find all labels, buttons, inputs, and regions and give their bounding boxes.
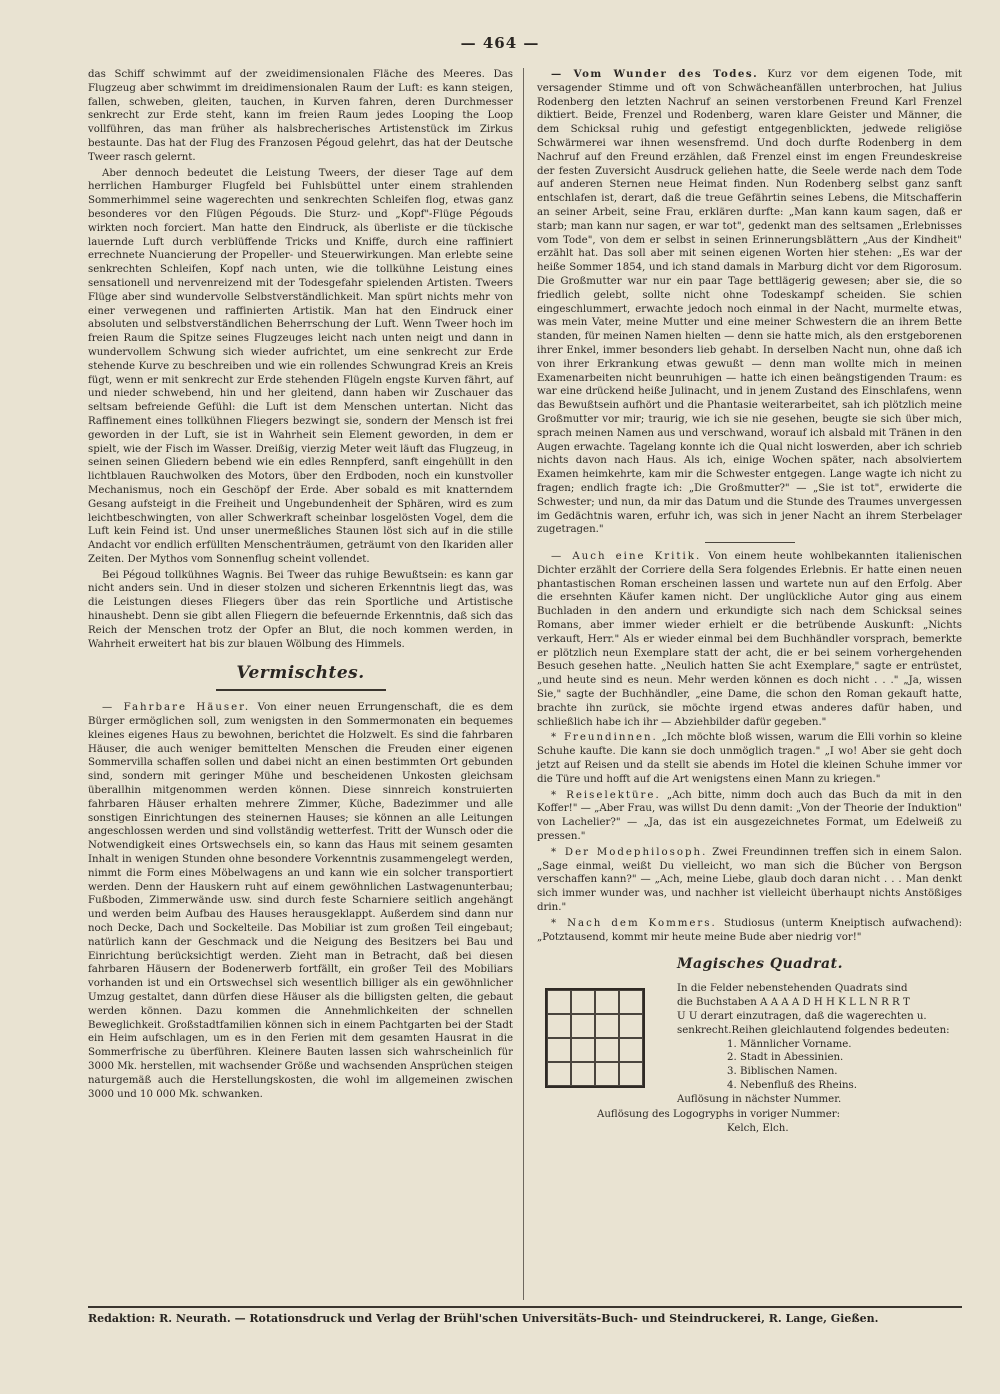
previous-solution <box>597 1108 957 1136</box>
puzzle-hint: 4. Nebenfluß des Rheins. <box>727 1079 857 1091</box>
puzzle-cell <box>619 1014 643 1038</box>
article-divider <box>705 542 795 543</box>
imprint: Redaktion: R. Neurath. — Rotationsdruck und Verlag der Brühl'schen Universitäts-Buch- und Steindruckerei, R. Lange, Gießen. <box>88 1312 879 1325</box>
article-freundinnen <box>537 731 962 786</box>
puzzle-cell <box>547 990 571 1014</box>
puzzle-hint: 3. Biblischen Namen. <box>727 1066 838 1078</box>
paragraph-flight-intro: das Schiff schwimmt auf der zweidimensionalen Fläche des Meeres. Das Flugzeug aber schwimmt im dreidimensionalen Raum der Luft: es kann steigen, fallen, schweben, gleiten, tauchen, in Kurven fahren, deren Durchmesser senkrecht zur Erde steht, kann im freien Raum jedes Looping the Loop vollführen, das man früher als halsbrecherisches Artistenstück im Zirkus bestaunte. Das hat der Flug des Franzosen Pégoud gelehrt, das hat der Deutsche Tweer rasch gelernt. <box>88 69 513 163</box>
puzzle-solution-note: Auflösung in nächster Nummer. <box>677 1093 842 1105</box>
article-reiselektuere <box>537 789 962 844</box>
article-heading: * Nach dem Kommers. <box>551 917 717 929</box>
puzzle-cell <box>571 1014 595 1038</box>
paragraph-flight-tweer: Aber dennoch bedeutet die Leistung Tweers, der dieser Tage auf dem herrlichen Hamburger Flugfeld bei Fuhlsbüttel unter einem strahlenden Sommerhimmel seine wagerechten und senkrechten Schleifen flog, etwas ganz besonderes vor den Flügen Pégouds. Die Sturz- und „Kopf"-Flüge Pégouds wirkten noch forciert. Man hatte den Eindruck, als überliste er die tückische lauernde Luft durch verblüffende Tricks und Kniffe, durch eine raffiniert errechnete Nuancierung der Propeller- und Steuerwirkungen. Man erlebte seine senkrechten Schleifen, Kopf nach unten, wie die tollkühne Leistung eines sensationell und nervenreizend mit der Todesgefahr spielenden Artisten. Tweers Flüge aber sind wundervolle Selbstverständlichkeit. Man spürt nichts mehr von einer verwegenen und raffinierten Artistik. Man hat den Eindruck einer absoluten und selbstverständlichen Beherrschung der Luft. Wenn Tweer hoch im freien Raum die Spitze seines Flugzeuges leicht nach unten neigt und dann in wundervollem Schwung sich wieder aufrichtet, um eine senkrecht zur Erde stehende Kurve zu beschreiben und wie ein rollendes Schwungrad Kreis an Kreis fügt, wenn er mit senkrecht zur Erde stehenden Flügeln engste Kurven fährt, auf und nieder schwebend, hin und her gleitend, dann haben wir Zuschauer das seltsam befreiende Gefühl: die Luft ist dem Menschen untertan. Nicht das Raffinement eines tollkühnen Fliegers bezwingt sie, sondern der Mensch ist frei geworden in der Luft, sie ist in Wahrheit sein Element geworden, in dem er spielt, wie der Fisch im Wasser. Dreißig, vierzig Meter weit läuft das Flugzeug, in seinen seinen Gliedern bebend wie ein edles Rennpferd, sanft eingehüllt in den lichtblauen Rauchwolken des Motors, über den Erdboden, noch ein kunstvoller Mechanismus, noch ein Geschöpf der Erde. Aber sobald es mit knatterndem Gesang aufsteigt in die Freiheit und Ungebundenheit der Sphären, wird es zum leichtbeschwingten, von aller Schwerkraft scheinbar losgelösten Vogel, dem die Luft kein Feind ist. Und unser unermeßliches Staunen löst sich auf in die stille Andacht vor endlich erfüllten Menschenträumen, geträumt von den Ikariden aller Zeiten. Der Mythos vom Sonnenflug scheint vollendet. <box>88 167 513 565</box>
puzzle-cell <box>547 1014 571 1038</box>
puzzle-cell <box>547 1062 571 1086</box>
article-body: Studiosus (unterm Kneiptisch aufwachend): „Potztausend, kommt mir heute meine Bude aber niedrig vor!" <box>537 917 962 943</box>
article-body: Zwei Freundinnen treffen sich in einem Salon. „Sage einmal, weißt Du vielleicht, wo man sich die Bücher von Bergson verschaffen kann?" — „Ach, meine Liebe, glaub doch daran nicht . . . Man denkt sich immer wunder was, und nachher ist vielleicht überhaupt nichts Anstößiges drin." <box>537 846 962 914</box>
page-number: — 464 — <box>460 34 540 52</box>
article-nach-dem-kommers <box>537 917 962 945</box>
puzzle-hint: 1. Männlicher Vorname. <box>727 1038 852 1050</box>
paragraph-flight-conclusion: Bei Pégoud tollkühnes Wagnis. Bei Tweer das ruhige Bewußtsein: es kann gar nicht anders sein. Und in dieser stolzen und sicheren Erkenntnis liegt das, was die Leistungen dieses Fliegers über das rein Sportliche und Artistische hinaushebt. Denn sie gibt allen Fliegern die befeuernde Erkenntnis, daß sich das Reich der Menschen trotz der Opfer an Blut, die noch kommen werden, in Wahrheit erweitert hat bis zur blauen Wölbung des Himmels. <box>88 569 513 650</box>
puzzle-cell <box>619 1062 643 1086</box>
article-body: „Ich möchte bloß wissen, warum die Elli vorhin so kleine Schuhe kaufte. Die kann sie doch unmöglich tragen." „I wo! Aber sie geht doch jetzt auf Reisen und da stellt sie abends im Hotel die kleinen Schuhe immer vor die Türe und hofft auf die Art wenigstens einen Mann zu kriegen." <box>537 732 962 785</box>
article-heading: * Reiselektüre. <box>551 789 661 801</box>
article-heading: — Vom Wunder des Todes. <box>551 68 759 80</box>
article-fahrbare-haeuser <box>88 701 513 1101</box>
section-divider <box>216 689 386 691</box>
previous-solution-answer: Kelch, Elch. <box>727 1123 789 1135</box>
magic-square-puzzle <box>537 958 962 1134</box>
puzzle-title: Magisches Quadrat. <box>677 956 843 973</box>
article-body: Von einer neuen Errungenschaft, die es dem Bürger ermöglichen soll, zum wenigsten in den Sommermonaten ein bequemes kleines eigenes Haus zu bewohnen, berichtet die Holzwelt. Es sind die fahrbaren Häuser, die auch weniger bemittelten Menschen die Freuden einer eigenen Sommervilla schaffen sollen und dabei nicht an einen bestimmten Ort gebunden sind, sondern mit geringer Mühe und bescheidenen Unkosten gleichsam überallhin mitgenommen werden können. Diese sinnreich konstruierten fahrbaren Häuser erhalten mehrere Zimmer, Küche, Badezimmer und alle sonstigen Einrichtungen des steinernen Hauses; sie können an alle Leitungen angeschlossen werden und sind vollständig wetterfest. Tritt der Wunsch oder die Notwendigkeit eines Ortswechsels ein, so kann das Haus mit seinem gesamten Inhalt in wenigen Stunden ohne besondere Vorkenntnis zusammengelegt werden, nimmt die Form eines Möbelwagens an und kann wie ein solcher transportiert werden. Denn der Hauskern ruht auf einem gewöhnlichen Lastwagenunterbau; Fußboden, Zimmerwände usw. sind durch feste Scharniere seitlich angehängt und werden beim Aufbau des Hauses herausgeklappt. Außerdem sind dann nur noch Decke, Dach und Sockelteile. Das Mobiliar ist zum großen Teil eingebaut; natürlich kann der Geschmack und die Neigung des Besitzers bei Bau und Einrichtung berücksichtigt werden. Zieht man in Betracht, daß bei diesen fahrbaren Häusern der Bodenerwerb fortfällt, ein großer Teil des Mobiliars vorhanden ist und ein Ortswechsel sich wesentlich billiger als ein gewöhnlicher Umzug gestaltet, dann dürfen diese Häuser als die billigsten gelten, die gebaut werden können. Dazu kommen die Annehmlichkeiten der schnellen Beweglichkeit. Großstadtfamilien können sich in einem Pachtgarten bei der Stadt ein Heim aufschlagen, um es in den Ferien mit dem gesamten Hausrat in die Sommerfrische zu überführen. Kleinere Bauten lassen sich wahrscheinlich für 3000 Mk. herstellen, mit wachsender Größe und wachsenden Ansprüchen steigen naturgemäß auch die Herstellungskosten, die wohl im allgemeinen zwischen 3000 und 10 000 Mk. schwanken. <box>88 702 513 1100</box>
puzzle-cell <box>547 1038 571 1062</box>
puzzle-hint: 2. Stadt in Abessinien. <box>727 1052 844 1064</box>
puzzle-cell <box>595 1062 619 1086</box>
previous-solution-label: Auflösung des Logogryphs in voriger Nummer: <box>597 1109 841 1121</box>
puzzle-grid <box>545 988 645 1088</box>
puzzle-cell <box>595 1014 619 1038</box>
left-column <box>88 68 513 1103</box>
section-title-vermischtes: Vermischtes. <box>236 663 365 684</box>
puzzle-cell <box>595 990 619 1014</box>
puzzle-cell <box>571 990 595 1014</box>
puzzle-cell <box>571 1038 595 1062</box>
puzzle-line: In die Felder nebenstehenden Quadrats sind <box>677 983 908 995</box>
puzzle-line: U U derart einzutragen, daß die wagerechten u. <box>677 1011 927 1022</box>
article-auch-eine-kritik <box>537 550 962 729</box>
article-body: Kurz vor dem eigenen Tode, mit versagender Stimme und oft von Schwächeanfällen unterbrochen, hat Julius Rodenberg den letzten Nachruf an seinen verstorbenen Freund Karl Frenzel diktiert. Beide, Frenzel und Rodenberg, waren klare Geister und Männer, die dem Schicksal ruhig und gefestigt entgegenblickten, jedwede religiöse Schwärmerei war ihnen wesensfremd. Und doch durfte Rodenberg in dem Nachruf auf den Freund erzählen, daß Frenzel einst im engen Freundeskreise der festen Zuversicht Ausdruck geliehen hatte, die Seele werde nach dem Tode auf anderen Sternen neue Heimat finden. Nun Rodenberg selbst ganz sanft entschlafen ist, derart, daß die treue Gefährtin seines Lebens, die Mitschafferin an seiner Arbeit, seine Frau, erklären durfte: „Man kann kaum sagen, daß er starb; man kann nur sagen, er war tot", gedenkt man des seltsamen „Erlebnisses vom Tode", von dem er selbst in seinen Erinnerungsblättern „Aus der Kindheit" erzählt hat. Das soll aber mit seinen eigenen Worten hier stehen: „Es war der heiße Sommer 1854, und ich stand damals in Marburg dicht vor dem Rigorosum. Die Großmutter war nur ein paar Tage bettlägerig gewesen; aber sie, die so friedlich gelebt, sollte nicht ohne Todeskampf scheiden. Sie schien eingeschlummert, erwachte jedoch noch einmal in der Nacht, murmelte etwas, was mein Vater, meine Mutter und eine meiner Schwestern die an ihrem Bette standen, für meinen Namen hielten — denn sie hatte mich, als den erstgeborenen ihrer Enkel, immer besonders lieb gehabt. In derselben Nacht nun, ohne daß ich von ihrer Erkrankung etwas gewußt — denn man wollte mich in meinen Examenarbeiten nicht beunruhigen — hatte ich einen beängstigenden Traum: es war eine drückend heiße Julinacht, und in jenem Zustand des Einschlafens, wenn das Bewußtsein aufhört und die Phantasie weiterarbeitet, sah ich plötzlich meine Großmutter vor mir; traurig, wie ich sie nie gesehen, beugte sie sich über mich, sprach meinen Namen aus und verschwand, worauf ich alsbald mit Tränen in den Augen erwachte. Tagelang konnte ich die Qual nicht loswerden, aber ich schrieb nichts davon nach Haus. Als ich, einige Wochen später, nach absolviertem Examen heimkehrte, kam mir die Schwester entgegen. Lange wagte ich nicht zu fragen; endlich fragte ich: „Die Großmutter?" — „Sie ist tot", erwiderte die Schwester; und nun, da mir das Datum und die Stunde des Traumes unvergessen im Gedächtnis waren, erfuhr ich, was sich in jener Nacht an ihrem Sterbelager zugetragen." <box>537 69 962 536</box>
article-body: Von einem heute wohlbekannten italienischen Dichter erzählt der Corriere della Sera folgendes Erlebnis. Er hatte einen neuen phantastischen Roman erscheinen lassen und wartete nun auf den Erfolg. Aber die ersehnten Käufer kamen nicht. Der unglückliche Autor ging aus einem Buchladen in den andern und erkundigte sich nach dem Schicksal seines Romans, aber immer wieder erhielt er die betrübende Auskunft: „Nichts verkauft, Herr." Als er wieder einmal bei dem Buchhändler vorsprach, bemerkte er plötzlich neun Exemplare statt der acht, die er bei seinem vorhergehenden Besuch gesehen hatte. „Neulich hatten Sie acht Exemplare," sagte er entrüstet, „und heute sind es neun. Mehr werden können es doch nicht . . ." „Ja, wissen Sie," sagte der Buchhändler, „eine Dame, die schon den Roman gekauft hatte, brachte ihn zurück, sie möchte irgend etwas anderes dafür haben, und schließlich habe ich ihr — Abziehbilder dafür gegeben." <box>537 551 962 728</box>
article-heading: — Fahrbare Häuser. <box>102 702 251 714</box>
column-divider <box>523 68 524 1300</box>
puzzle-instructions <box>677 982 962 1106</box>
puzzle-line: senkrecht.Reihen gleichlautend folgendes bedeuten: <box>677 1024 950 1036</box>
puzzle-line: die Buchstaben A A A A D H H K L L N R R T <box>677 997 910 1009</box>
puzzle-cell <box>571 1062 595 1086</box>
puzzle-cell <box>619 990 643 1014</box>
article-heading: — Auch eine Kritik. <box>551 551 702 563</box>
article-modephilosoph <box>537 846 962 915</box>
article-wunder-des-todes <box>537 68 962 537</box>
puzzle-cell <box>595 1038 619 1062</box>
article-heading: * Freundinnen. <box>551 732 658 744</box>
right-column <box>537 68 962 1134</box>
footer-divider <box>88 1306 962 1308</box>
article-heading: * Der Modephilosoph. <box>551 846 708 858</box>
article-body: „Ach bitte, nimm doch auch das Buch da mit in den Koffer!" — „Aber Frau, was willst Du denn damit: „Von der Theorie der Induktion" von Lachelier?" — „Ja, das ist ein ausgezeichnetes Format, um Edelweiß zu pressen." <box>537 789 962 843</box>
puzzle-cell <box>619 1038 643 1062</box>
